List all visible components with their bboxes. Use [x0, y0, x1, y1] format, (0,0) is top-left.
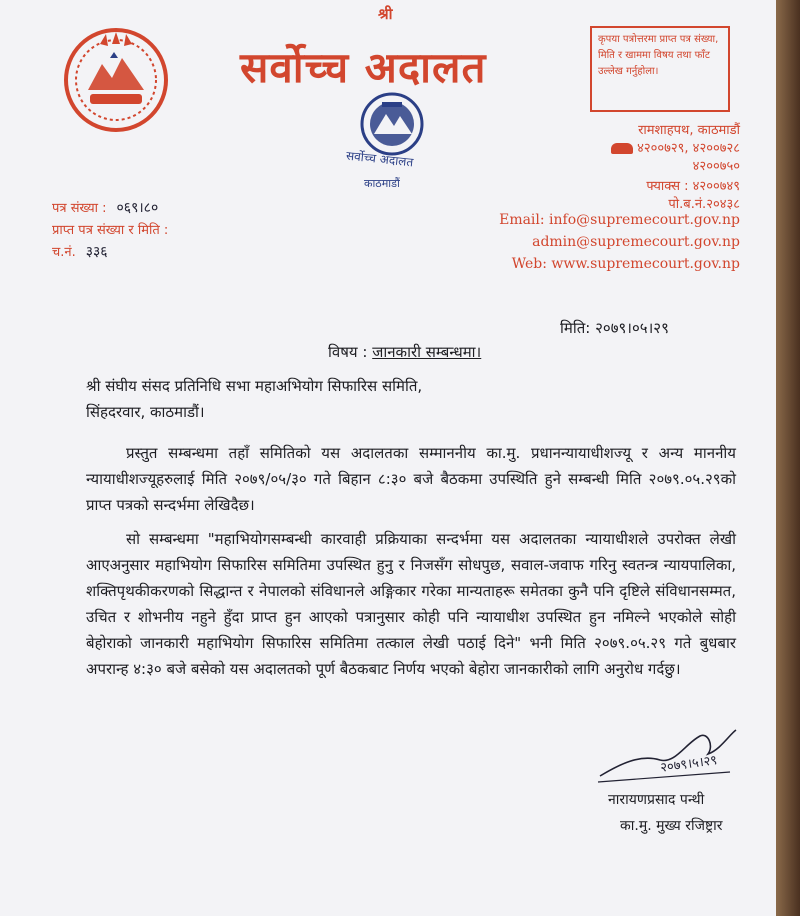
dispatch-number-label: च.नं.	[52, 245, 76, 260]
reply-instruction-box: कृपया पत्रोत्तरमा प्राप्त पत्र संख्या, मिति र खाममा विषय तथा फाँट उल्लेख गर्नुहोला।	[590, 26, 730, 112]
email-info: Email: info@supremecourt.gov.np	[499, 212, 740, 228]
court-address: रामशाहपथ, काठमाडौं	[638, 123, 740, 138]
phone-row	[611, 138, 740, 156]
phone-line-1: ४२००७२९, ४२००७२८	[637, 141, 740, 156]
shri-prefix: श्री	[378, 5, 393, 23]
paragraph-2: सो सम्बन्धमा "महाभियोगसम्बन्धी कारवाही प्रक्रियाका सन्दर्भमा यस अदालतका न्यायाधीशले उपरोक्त लेखी आएअनुसार महाभियोग सिफारिस समितिमा उपस्थित हुनु र निजसँग सोधपुछ, सवाल-जवाफ गरिनु स्वतन्त्र न्यायपालिका, शक्तिपृथकीकरणको सिद्धान्त र नेपालको संविधानले अङ्गिकार गरेका मान्यताहरू समेतका कुनै पनि दृष्टिले संविधानसम्मत, उचित र शोभनीय नहुने हुँदा प्राप्त हुन आएको पत्रानुसार कोही पनि न्यायाधीश उपस्थित हुन नमिल्ने भएकोले सोही बेहोराको जानकारी महाभियोग सिफारिस समितिमा तत्काल लेखी पठाई दिने" भनी मिति २०७९.०५.२९ गते बुधबार अपरान्ह ४:३० बजे बसेको यस अदालतको पूर्ण बैठकबाट निर्णय भएको बेहोरा जानकारीको लागि अनुरोध गर्दछु।	[86, 530, 736, 678]
signature-date: २०७९।५।२९	[659, 753, 719, 776]
background-edge	[776, 0, 800, 916]
paragraph-1: प्रस्तुत सम्बन्धमा तहाँ समितिको यस अदालतका सम्माननीय का.मु. प्रधानन्यायाधीशज्यू र अन्य माननीय न्यायाधीशज्यूहरुलाई मिति २०७९/०५/३० गते बिहान ८:३० बजे बैठकमा उपस्थिति हुने सम्बन्धी मिति २०७९.०५.२९को प्राप्त पत्रको सन्दर्भमा लेखिदैछ।	[86, 444, 736, 514]
phone-line-2: ४२००७५०	[692, 159, 740, 174]
letter-number-value: ०६९।८०	[116, 200, 159, 216]
fax-number: फ्याक्स : ४२००७४९	[646, 179, 740, 194]
po-box: पो.ब.नं.२०४३८	[668, 197, 740, 212]
letter-date: मिति: २०७९।०५।२९	[560, 319, 669, 337]
telephone-icon	[611, 143, 633, 154]
signatory-name: नारायणप्रसाद पन्थी	[608, 792, 705, 808]
received-letter-label: प्राप्त पत्र संख्या र मिति :	[52, 223, 169, 238]
letter-number-label: पत्र संख्या :	[52, 201, 107, 216]
letter-number-row	[52, 198, 158, 217]
email-admin: admin@supremecourt.gov.np	[532, 234, 740, 250]
seal-text-bottom: काठमाडौं	[364, 177, 400, 190]
nepal-emblem-icon	[60, 24, 172, 136]
website: Web: www.supremecourt.gov.np	[511, 256, 740, 272]
subject-text: जानकारी सम्बन्धमा।	[372, 343, 482, 361]
dispatch-number-value: ३३६	[85, 244, 108, 260]
recipient-line-2: सिंहदरवार, काठमाडौं।	[86, 403, 205, 421]
seal-text-top: सर्वोच्च अदालत	[345, 148, 414, 170]
letter-subject	[328, 342, 481, 362]
recipient-line-1: श्री संघीय संसद प्रतिनिधि सभा महाअभियोग सिफारिस समिति,	[86, 377, 423, 395]
subject-label: विषय :	[328, 343, 368, 361]
signatory-title: का.मु. मुख्य रजिष्ट्रार	[620, 818, 723, 834]
dispatch-number-row	[52, 242, 108, 261]
court-name-title: सर्वोच्च अदालत	[240, 43, 487, 92]
